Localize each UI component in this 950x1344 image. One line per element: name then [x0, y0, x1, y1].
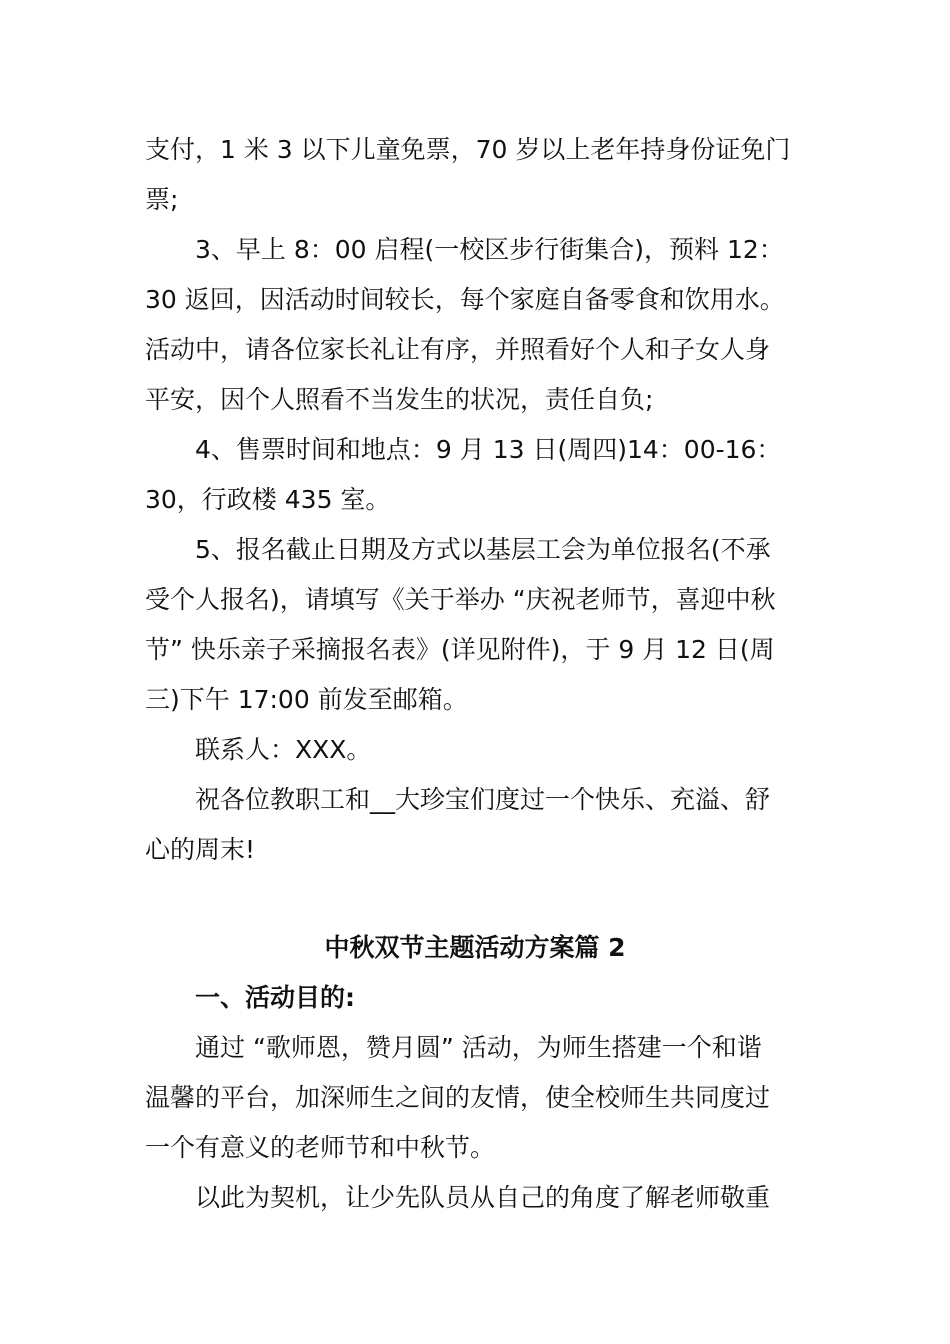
section-title: 中秋双节主题活动方案篇 2: [324, 933, 626, 962]
body-line: 平安，因个人照看不当发生的状况，责任自负;: [145, 385, 654, 414]
body-line: 三)下午 17:00 前发至邮箱。: [145, 685, 468, 714]
body-line: 通过 “歌师恩，赞月圆” 活动，为师生搭建一个和谐: [195, 1033, 762, 1062]
body-line: 以此为契机，让少先队员从自己的角度了解老师敬重: [195, 1183, 771, 1212]
body-line: 30，行政楼 435 室。: [145, 485, 391, 514]
body-line: 心的周末!: [145, 835, 256, 864]
contact-line: 联系人：XXX。: [195, 735, 372, 764]
body-line: 3、早上 8：00 启程(一校区步行街集合)，预料 12：: [195, 235, 784, 264]
body-line: 一个有意义的老师节和中秋节。: [145, 1133, 496, 1162]
body-line: 4、售票时间和地点：9 月 13 日(周四)14：00-16：: [195, 435, 782, 464]
body-line: 支付，1 米 3 以下儿童免票，70 岁以上老年持身份证免门: [145, 135, 791, 164]
body-line: 活动中，请各位家长礼让有序，并照看好个人和子女人身: [145, 335, 771, 364]
body-line: 节” 快乐亲子采摘报名表》(详见附件)，于 9 月 12 日(周: [145, 635, 775, 664]
body-line: 票;: [145, 185, 179, 214]
body-line: 温馨的平台，加深师生之间的友情，使全校师生共同度过: [145, 1083, 771, 1112]
body-line: 30 返回，因活动时间较长，每个家庭自备零食和饮用水。: [145, 285, 785, 314]
section-heading: 一、活动目的:: [195, 983, 355, 1012]
body-line: 受个人报名)，请填写《关于举办 “庆祝老师节，喜迎中秋: [145, 585, 776, 614]
body-line: 5、报名截止日期及方式以基层工会为单位报名(不承: [195, 535, 771, 564]
body-line: 祝各位教职工和__大珍宝们度过一个快乐、充溢、舒: [195, 785, 771, 814]
